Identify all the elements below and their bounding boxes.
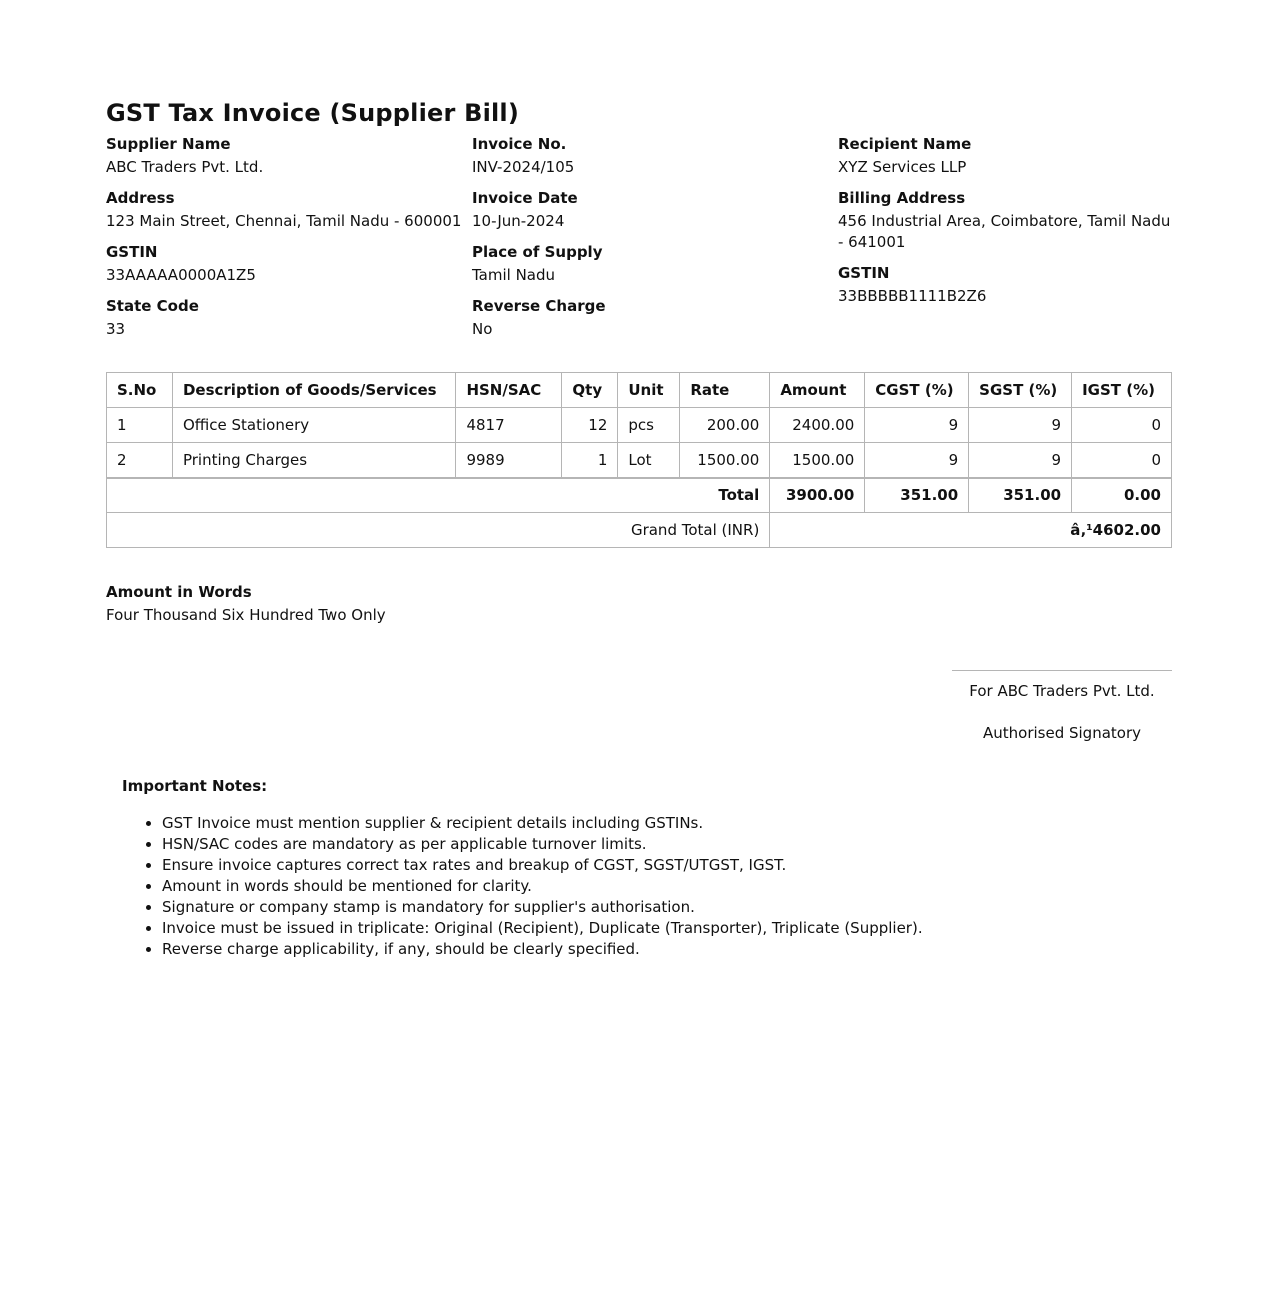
cell-hsn: 4817 [456, 408, 562, 443]
recipient-gstin-label: GSTIN [838, 264, 890, 282]
column-header: Qty [562, 373, 618, 408]
column-header: Unit [618, 373, 680, 408]
list-item: • Reverse charge applicability, if any, should be clearly specified. [162, 939, 1122, 960]
grand-total-label: Grand Total (INR) [107, 513, 770, 548]
cell-rate: 200.00 [680, 408, 770, 443]
column-header: SGST (%) [969, 373, 1072, 408]
invoice-date: 10-Jun-2024 [472, 212, 565, 230]
important-notes [122, 776, 1122, 960]
cell-amount: 2400.00 [770, 408, 865, 443]
cell-igst: 0 [1072, 443, 1172, 478]
cell-rate: 1500.00 [680, 443, 770, 478]
cell-cgst: 9 [865, 408, 969, 443]
signature-block [952, 670, 1172, 744]
supplier-name-label: Supplier Name [106, 135, 231, 153]
invoice-details [472, 134, 838, 340]
supplier-address: 123 Main Street, Chennai, Tamil Nadu - 600001 [106, 212, 462, 230]
list-item: • GST Invoice must mention supplier & recipient details including GSTINs. [162, 813, 1122, 834]
notes-list [122, 813, 1122, 960]
amount-in-words-value: Four Thousand Six Hundred Two Only [106, 606, 386, 624]
reverse-charge: No [472, 320, 493, 338]
invoice-date-label: Invoice Date [472, 189, 578, 207]
recipient-name-label: Recipient Name [838, 135, 972, 153]
total-cgst: 351.00 [865, 478, 969, 513]
cell-sno: 2 [107, 443, 173, 478]
column-header: HSN/SAC [456, 373, 562, 408]
supplier-name: ABC Traders Pvt. Ltd. [106, 158, 264, 176]
supplier-gstin-label: GSTIN [106, 243, 158, 261]
recipient-gstin: 33BBBBB1111B2Z6 [838, 287, 987, 305]
total-row [107, 478, 1172, 513]
column-header: IGST (%) [1072, 373, 1172, 408]
page-title: GST Tax Invoice (Supplier Bill) [106, 99, 520, 127]
reverse-charge-label: Reverse Charge [472, 297, 606, 315]
signature-company: For ABC Traders Pvt. Ltd. [969, 682, 1155, 700]
cell-sno: 1 [107, 408, 173, 443]
parties-section [106, 134, 1172, 340]
cell-description: Office Stationery [172, 408, 455, 443]
recipient-details [838, 134, 1172, 340]
column-header: Amount [770, 373, 865, 408]
list-item: • HSN/SAC codes are mandatory as per applicable turnover limits. [162, 834, 1122, 855]
recipient-name: XYZ Services LLP [838, 158, 967, 176]
notes-title: Important Notes: [122, 777, 268, 795]
table-row [107, 408, 1172, 443]
total-amount: 3900.00 [770, 478, 865, 513]
cell-cgst: 9 [865, 443, 969, 478]
supplier-state-code-label: State Code [106, 297, 199, 315]
list-item: • Signature or company stamp is mandatory for supplier's authorisation. [162, 897, 1122, 918]
place-of-supply-label: Place of Supply [472, 243, 603, 261]
list-item: • Amount in words should be mentioned for clarity. [162, 876, 1122, 897]
supplier-gstin: 33AAAAA0000A1Z5 [106, 266, 256, 284]
invoice-number-label: Invoice No. [472, 135, 567, 153]
cell-amount: 1500.00 [770, 443, 865, 478]
invoice-page [106, 96, 1172, 958]
invoice-number: INV-2024/105 [472, 158, 575, 176]
supplier-details [106, 134, 472, 340]
cell-igst: 0 [1072, 408, 1172, 443]
column-header: Description of Goods/Services [172, 373, 455, 408]
table-row [107, 443, 1172, 478]
amount-in-words-label: Amount in Words [106, 583, 252, 601]
table-header-row [107, 373, 1172, 408]
cell-description: Printing Charges [172, 443, 455, 478]
total-label: Total [107, 478, 770, 513]
cell-hsn: 9989 [456, 443, 562, 478]
supplier-state-code: 33 [106, 320, 126, 338]
authorised-signatory: Authorised Signatory [982, 724, 1141, 742]
cell-sgst: 9 [969, 408, 1072, 443]
amount-in-words [106, 582, 1172, 626]
column-header: S.No [107, 373, 173, 408]
cell-sgst: 9 [969, 443, 1072, 478]
column-header: CGST (%) [865, 373, 969, 408]
cell-unit: Lot [618, 443, 680, 478]
billing-address: 456 Industrial Area, Coimbatore, Tamil Nadu - 641001 [838, 212, 1171, 251]
cell-qty: 1 [562, 443, 618, 478]
billing-address-label: Billing Address [838, 189, 966, 207]
list-item: • Invoice must be issued in triplicate: Original (Recipient), Duplicate (Transporter), Triplicate (Supplier). [162, 918, 1122, 939]
grand-total-value: â‚¹4602.00 [770, 513, 1172, 548]
items-table [106, 372, 1172, 548]
place-of-supply: Tamil Nadu [472, 266, 556, 284]
grand-total-row [107, 513, 1172, 548]
total-sgst: 351.00 [969, 478, 1072, 513]
supplier-address-label: Address [106, 189, 175, 207]
cell-unit: pcs [618, 408, 680, 443]
total-igst: 0.00 [1072, 478, 1172, 513]
column-header: Rate [680, 373, 770, 408]
list-item: • Ensure invoice captures correct tax rates and breakup of CGST, SGST/UTGST, IGST. [162, 855, 1122, 876]
cell-qty: 12 [562, 408, 618, 443]
